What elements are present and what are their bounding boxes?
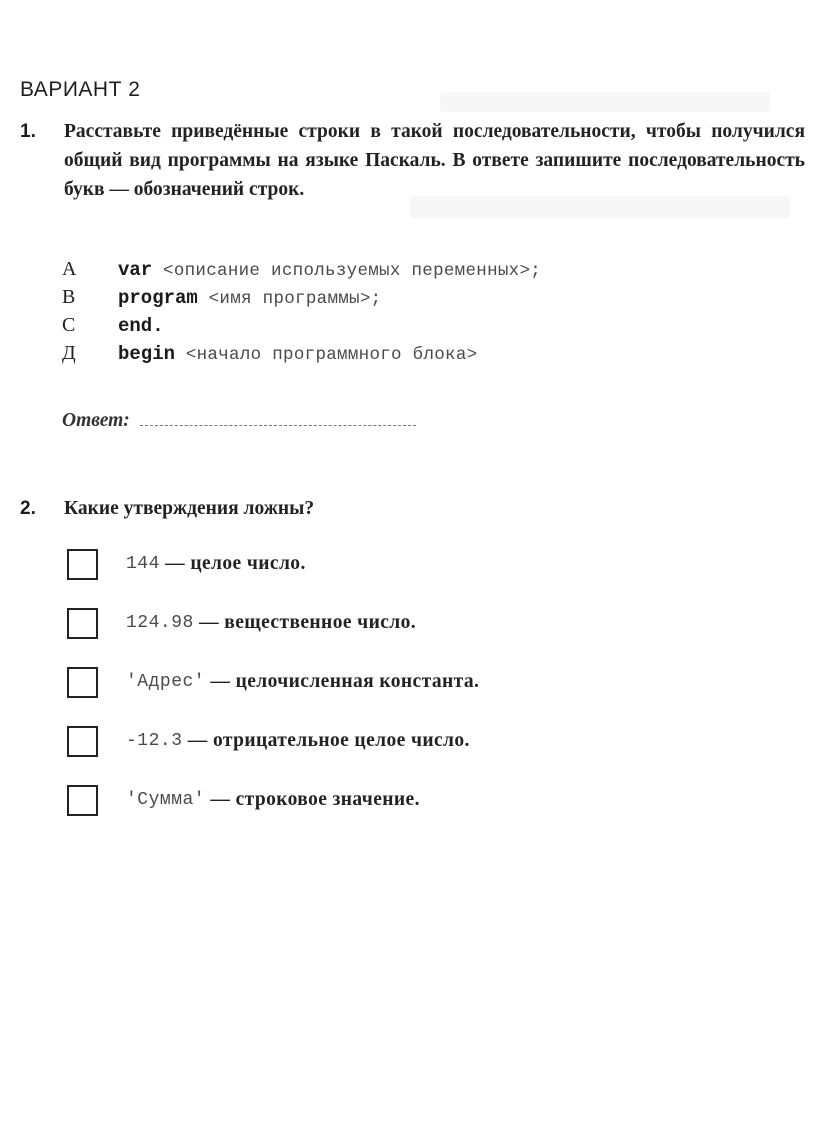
option-checkbox[interactable] (67, 667, 98, 698)
option-checkbox[interactable] (67, 608, 98, 639)
option-text: — целое число. (159, 553, 306, 574)
option-checkbox[interactable] (67, 549, 98, 580)
code-line-letter: С (62, 314, 76, 336)
code-line-b (62, 286, 381, 314)
task-1-number: 1. (20, 121, 36, 142)
option-5 (67, 782, 420, 818)
option-text: — целочисленная константа. (205, 671, 480, 692)
option-text: — строковое значение. (205, 789, 420, 810)
answer-field[interactable] (140, 415, 416, 426)
code-line-letter: В (62, 286, 76, 308)
code-line-description: <описание используемых переменных>; (152, 261, 542, 281)
option-checkbox[interactable] (67, 785, 98, 816)
option-code: -12.3 (126, 731, 183, 751)
code-line-keyword: end. (118, 315, 164, 337)
option-3 (67, 664, 479, 700)
code-line-a (62, 258, 541, 286)
option-1 (67, 546, 306, 582)
option-code: 'Адрес' (126, 672, 206, 692)
task-1-text: Расставьте приведённые строки в такой последовательности, чтобы получился общий вид программы на языке Паскаль. В ответе запишите последовательность букв — обозначений строк. (64, 121, 805, 200)
code-line-c (62, 314, 164, 342)
task-2-number: 2. (20, 498, 36, 519)
option-code: 'Сумма' (126, 790, 206, 810)
answer-row (62, 410, 416, 432)
option-2 (67, 605, 416, 641)
variant-title: ВАРИАНТ 2 (20, 78, 141, 101)
answer-label: Ответ: (62, 410, 130, 431)
code-line-d (62, 342, 477, 370)
code-line-description: <начало программного блока> (175, 345, 478, 365)
option-4 (67, 723, 470, 759)
option-text: — отрицательное целое число. (182, 730, 470, 751)
task-2-question: Какие утверждения ложны? (64, 498, 315, 519)
option-text: — вещественное число. (193, 612, 417, 633)
code-line-letter: А (62, 258, 77, 280)
code-line-keyword: var (118, 259, 153, 281)
option-code: 124.98 (126, 613, 194, 633)
code-line-keyword: begin (118, 343, 176, 365)
bleed-through-shadow (440, 92, 770, 112)
code-line-description: <имя программы>; (197, 289, 382, 309)
option-code: 144 (126, 554, 160, 574)
code-line-letter: Д (62, 342, 76, 364)
code-line-keyword: program (118, 287, 198, 309)
option-checkbox[interactable] (67, 726, 98, 757)
